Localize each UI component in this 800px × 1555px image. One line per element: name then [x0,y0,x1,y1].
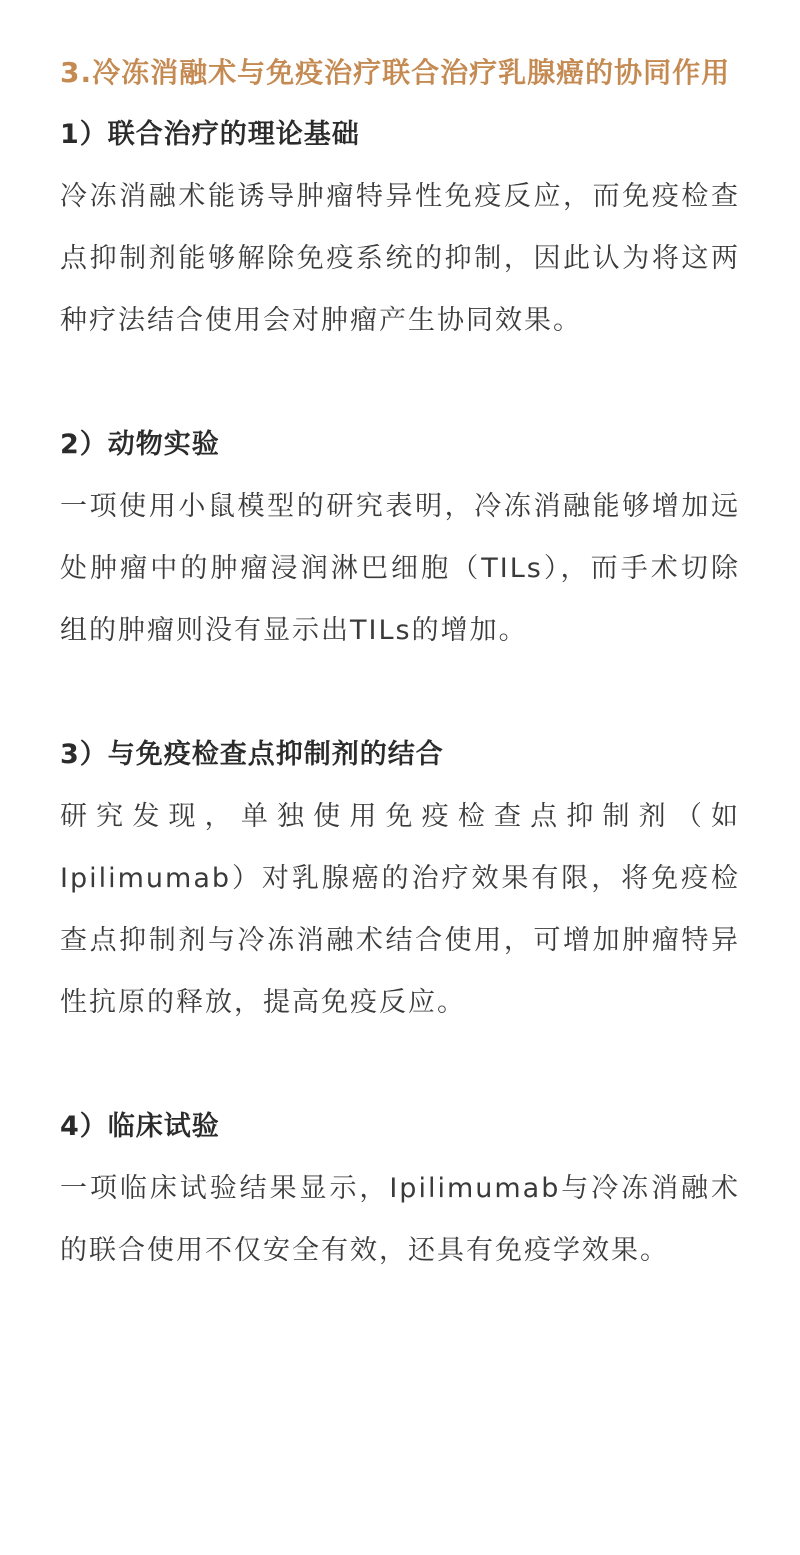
subsection-heading: 2）动物实验 [60,429,220,460]
spacer [60,352,740,414]
subsection-body: 一项临床试验结果显示，Ipilimumab与冷冻消融术的联合使用不仅安全有效，还具有免疫学效果。 [60,1173,740,1266]
subsection-heading: 4）临床试验 [60,1111,220,1142]
spacer [60,1034,740,1096]
subsection-clinical-trial [60,1096,740,1282]
subsection-theory [60,104,740,352]
subsection-body: 一项使用小鼠模型的研究表明，冷冻消融能够增加远处肿瘤中的肿瘤浸润淋巴细胞（TILs），而手术切除组的肿瘤则没有显示出TILs的增加。 [60,491,740,646]
subsection-body: 研究发现，单独使用免疫检查点抑制剂（如Ipilimumab）对乳腺癌的治疗效果有限，将免疫检查点抑制剂与冷冻消融术结合使用，可增加肿瘤特异性抗原的释放，提高免疫反应。 [60,801,740,1018]
article [60,42,740,1282]
spacer [60,662,740,724]
subsection-animal-experiment [60,414,740,662]
subsection-heading: 1）联合治疗的理论基础 [60,119,360,150]
subsection-checkpoint-inhibitors [60,724,740,1034]
section-title: 3.冷冻消融术与免疫治疗联合治疗乳腺癌的协同作用 [60,56,731,89]
subsection-heading: 3）与免疫检查点抑制剂的结合 [60,739,444,770]
subsection-body: 冷冻消融术能诱导肿瘤特异性免疫反应，而免疫检查点抑制剂能够解除免疫系统的抑制，因此认为将这两种疗法结合使用会对肿瘤产生协同效果。 [60,181,740,336]
